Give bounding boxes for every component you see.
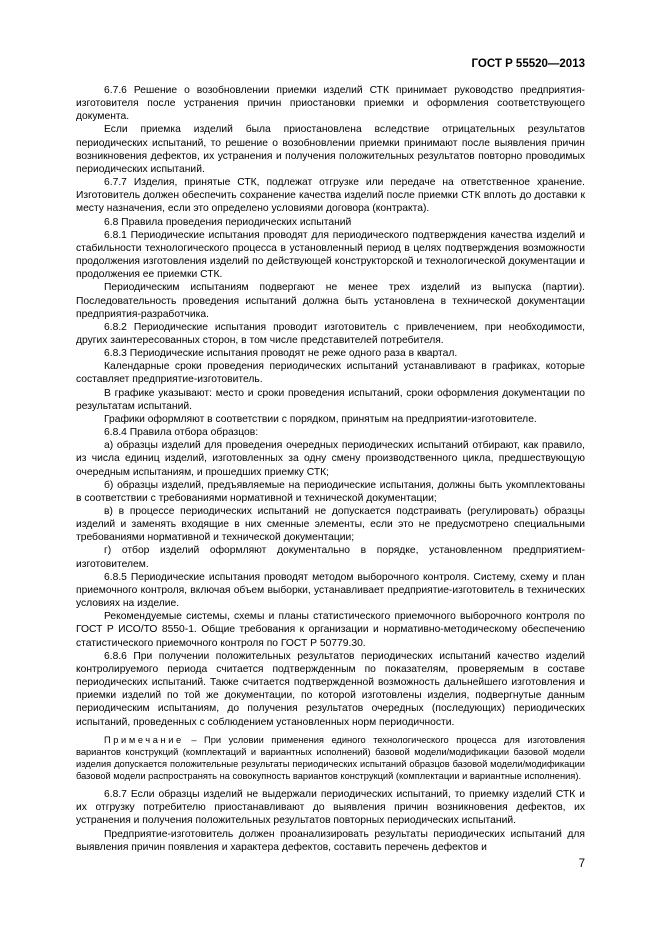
note-text: – При условии применения единого технологического процесса для изготовления вариантов конструкций (комплектаций и вариантных исполнений) базовой модели/модификации базовой модели изделия допускается положительные результаты периодических испытаний образцов базовой модели/модификации базовой модели распространять на совокупность вариантов конструкций (комплектации и вариантные исполнения). bbox=[76, 734, 585, 781]
paragraph: 6.8.5 Периодические испытания проводят методом выборочного контроля. Систему, схему и план приемочного контроля, включая объем выборки, устанавливает предприятие-изготовитель в технических условиях на изделие. bbox=[76, 571, 585, 610]
document-body bbox=[76, 84, 585, 854]
list-item: в) в процессе периодических испытаний не допускается подстраивать (регулировать) образцы изделий и заменять входящие в них сменные элементы, если это не предусмотрено специальными требованиями нормативной и технической документации; bbox=[76, 506, 585, 544]
list-item: а) образцы изделий для проведения очередных периодических испытаний отбирают, как правило, из числа единиц изделий, изготовленных за одну смену производственного цикла, предшествующую очередным испытаниям, и прошедших приемку СТК; bbox=[76, 440, 585, 478]
paragraph: Предприятие-изготовитель должен проанализировать результаты периодических испытаний для выявления причин появления и характера дефектов, составить перечень дефектов и bbox=[76, 828, 585, 853]
paragraph: В графике указывают: место и сроки проведения испытаний, сроки оформления документации по результатам испытаний. bbox=[76, 387, 585, 412]
paragraph: Рекомендуемые системы, схемы и планы статистического приемочного выборочного контроля по ГОСТ Р ИСО/ТО 8550-1. Общие требования к организации и нормативно-методическому обеспечению статистического приемочного контроля по ГОСТ Р 50779.30. bbox=[76, 611, 585, 649]
paragraph: Календарные сроки проведения периодических испытаний устанавливают в графиках, которые составляет предприятие-изготовитель. bbox=[76, 361, 585, 386]
paragraph: 6.7.6 Решение о возобновлении приемки изделий СТК принимает руководство предприятия-изготовителя после устранения причин приостановки приемки и оформления соответствующего документа. bbox=[76, 85, 585, 123]
paragraph: 6.8.1 Периодические испытания проводят для периодического подтверждения качества изделий и стабильности технологического процесса в установленный период в целях подтверждения возможности продолжения изготовления изделий по действующей конструкторской и технологической документации и продолжения ее приемки СТК. bbox=[76, 229, 585, 281]
list-item: г) отбор изделий оформляют документально в порядке, установленном предприятием-изготовителем. bbox=[76, 545, 585, 570]
paragraph: 6.8.6 При получении положительных результатов периодических испытаний качество изделий контролируемого периода считается подтвержденным по показателям, проверяемым в составе периодических испытаний. Также считается подтвержденной возможность дальнейшего изготовления и приемки изделий по той же документации, по которой изготовлены изделия, подвергнутые данным периодическим испытаниям, до получения результатов очередных (последующих) периодических испытаний, проведенных с соблюдением установленных норм периодичности. bbox=[76, 650, 585, 728]
page-number: 7 bbox=[578, 858, 585, 870]
list-item: б) образцы изделий, предъявляемые на периодические испытания, должны быть укомплектованы в соответствии с требованиями нормативной и технической документации; bbox=[76, 479, 585, 504]
paragraph: 6.8.4 Правила отбора образцов: bbox=[104, 427, 259, 439]
note-label: Примечание bbox=[104, 734, 184, 745]
section-heading: 6.8 Правила проведения периодических испытаний bbox=[104, 216, 352, 228]
paragraph: Если приемка изделий была приостановлена вследствие отрицательных результатов периодических испытаний, то решение о возобновлении приемки принимают после выявления причин возникновения дефектов, их устранения и получения положительных результатов повторно проводимых периодических испытаний. bbox=[76, 124, 585, 175]
paragraph: 6.8.2 Периодические испытания проводит изготовитель с привлечением, при необходимости, других заинтересованных сторон, в том числе представителей потребителя. bbox=[76, 321, 585, 346]
paragraph: Периодическим испытаниям подвергают не менее трех изделий из выпуска (партии). Последовательность проведения испытаний должна быть установлена в технической документации предприятия-разработчика. bbox=[76, 282, 585, 320]
paragraph: 6.7.7 Изделия, принятые СТК, подлежат отгрузке или передаче на ответственное хранение. Изготовитель должен обеспечить сохранение качества изделий после приемки СТК вплоть до доставки к месту назначения, если это определено условиями договора (контракта). bbox=[76, 177, 585, 215]
paragraph: 6.8.7 Если образцы изделий не выдержали периодических испытаний, то приемку изделий СТК и их отгрузку потребителю приостанавливают до выявления причин возникновения дефектов, их устранения и получения положительных результатов повторных периодических испытаний. bbox=[76, 789, 585, 827]
paragraph: 6.8.3 Периодические испытания проводят не реже одного раза в квартал. bbox=[104, 348, 458, 360]
note bbox=[76, 734, 585, 782]
document-header: ГОСТ Р 55520—2013 bbox=[471, 58, 585, 70]
paragraph: Графики оформляют в соответствии с порядком, принятым на предприятии-изготовителе. bbox=[104, 413, 537, 425]
